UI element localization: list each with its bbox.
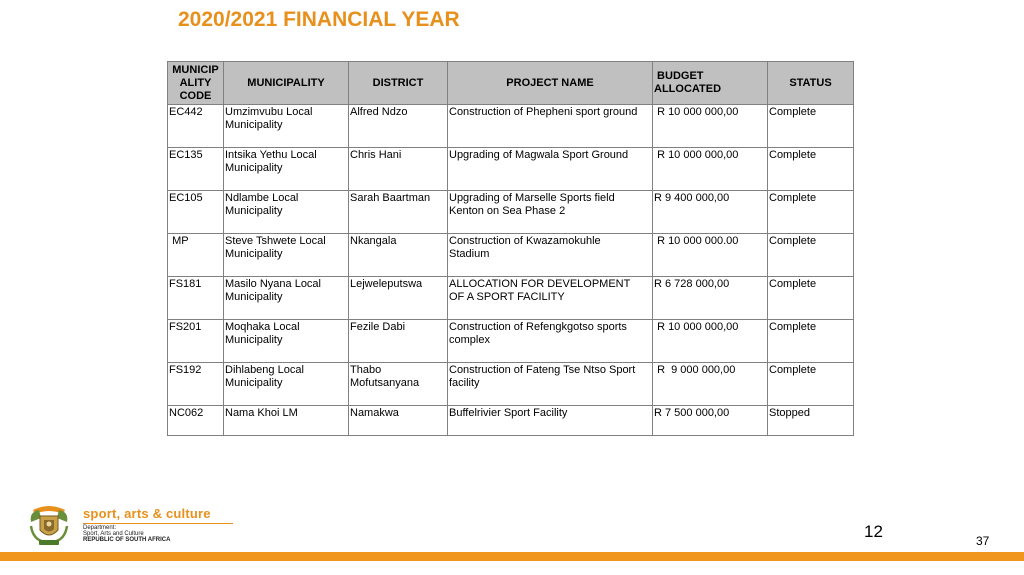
cell-district: Nkangala — [349, 234, 448, 277]
cell-budget: R 9 000 000,00 — [653, 363, 768, 406]
table-row — [168, 105, 854, 148]
cell-district: Chris Hani — [349, 148, 448, 191]
dept-line-3: REPUBLIC OF SOUTH AFRICA — [83, 537, 171, 543]
cell-municipality: Dihlabeng Local Municipality — [224, 363, 349, 406]
header-project-name: PROJECT NAME — [448, 62, 653, 105]
cell-status: Complete — [768, 277, 854, 320]
cell-code: FS201 — [168, 320, 224, 363]
cell-municipality: Umzimvubu Local Municipality — [224, 105, 349, 148]
cell-project: Upgrading of Marselle Sports field Kenton on Sea Phase 2 — [448, 191, 653, 234]
cell-project: Construction of Kwazamokuhle Stadium — [448, 234, 653, 277]
cell-status: Complete — [768, 320, 854, 363]
cell-status: Complete — [768, 234, 854, 277]
department-brand: sport, arts & culture — [83, 506, 211, 521]
table-row — [168, 277, 854, 320]
cell-code: FS192 — [168, 363, 224, 406]
table-row — [168, 406, 854, 436]
cell-status: Complete — [768, 191, 854, 234]
cell-municipality: Steve Tshwete Local Municipality — [224, 234, 349, 277]
table-row — [168, 234, 854, 277]
cell-district: Alfred Ndzo — [349, 105, 448, 148]
table-row — [168, 363, 854, 406]
cell-municipality: Moqhaka Local Municipality — [224, 320, 349, 363]
cell-project: ALLOCATION FOR DEVELOPMENT OF A SPORT FACILITY — [448, 277, 653, 320]
slide-number: 12 — [864, 522, 883, 541]
cell-code: EC105 — [168, 191, 224, 234]
cell-code: NC062 — [168, 406, 224, 436]
table-row — [168, 148, 854, 191]
cell-status: Complete — [768, 105, 854, 148]
cell-code: EC442 — [168, 105, 224, 148]
table-row — [168, 320, 854, 363]
dept-line-2: Sport, Arts and Culture — [83, 531, 144, 537]
header-status: STATUS — [768, 62, 854, 105]
brand-divider — [83, 523, 233, 524]
cell-district: Fezile Dabi — [349, 320, 448, 363]
cell-district: Lejweleputswa — [349, 277, 448, 320]
table-row — [168, 191, 854, 234]
cell-municipality: Intsika Yethu Local Municipality — [224, 148, 349, 191]
cell-project: Construction of Fateng Tse Ntso Sport facility — [448, 363, 653, 406]
header-code: MUNICIP ALITY CODE — [168, 62, 224, 105]
coat-of-arms-icon — [25, 500, 73, 548]
cell-municipality: Nama Khoi LM — [224, 406, 349, 436]
cell-budget: R 7 500 000,00 — [653, 406, 768, 436]
header-district: DISTRICT — [349, 62, 448, 105]
cell-budget: R 10 000 000.00 — [653, 234, 768, 277]
projects-table — [167, 61, 854, 436]
cell-municipality: Masilo Nyana Local Municipality — [224, 277, 349, 320]
cell-district: Namakwa — [349, 406, 448, 436]
cell-project: Upgrading of Magwala Sport Ground — [448, 148, 653, 191]
cell-budget: R 6 728 000,00 — [653, 277, 768, 320]
page-title: 2020/2021 FINANCIAL YEAR — [178, 8, 460, 31]
table-header-row — [168, 62, 854, 105]
page-number: 37 — [976, 534, 990, 548]
header-municipality: MUNICIPALITY — [224, 62, 349, 105]
cell-budget: R 10 000 000,00 — [653, 105, 768, 148]
cell-budget: R 10 000 000,00 — [653, 148, 768, 191]
header-budget: BUDGET ALLOCATED — [653, 62, 768, 105]
cell-status: Complete — [768, 363, 854, 406]
footer-bar — [0, 552, 1024, 561]
cell-project: Buffelrivier Sport Facility — [448, 406, 653, 436]
cell-code: EC135 — [168, 148, 224, 191]
cell-project: Construction of Phepheni sport ground — [448, 105, 653, 148]
cell-budget: R 10 000 000,00 — [653, 320, 768, 363]
cell-code: MP — [168, 234, 224, 277]
dept-line-1: Department: — [83, 525, 117, 531]
cell-project: Construction of Refengkgotso sports complex — [448, 320, 653, 363]
cell-municipality: Ndlambe Local Municipality — [224, 191, 349, 234]
cell-code: FS181 — [168, 277, 224, 320]
cell-status: Stopped — [768, 406, 854, 436]
cell-district: Sarah Baartman — [349, 191, 448, 234]
cell-status: Complete — [768, 148, 854, 191]
cell-budget: R 9 400 000,00 — [653, 191, 768, 234]
cell-district: Thabo Mofutsanyana — [349, 363, 448, 406]
